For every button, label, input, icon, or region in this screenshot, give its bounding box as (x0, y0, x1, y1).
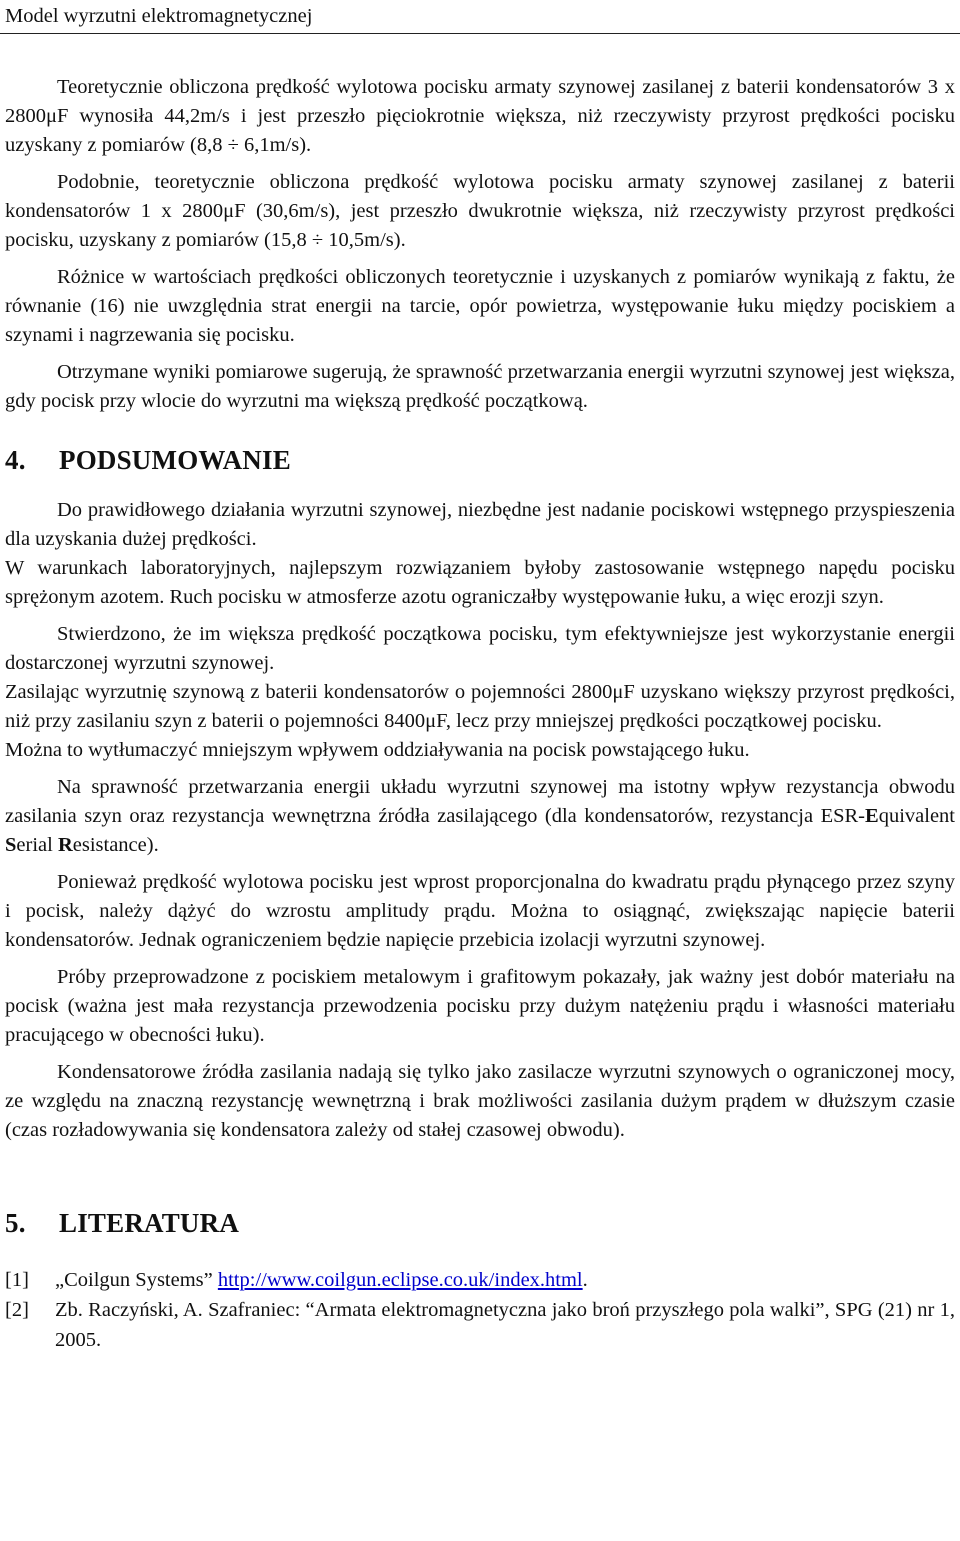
section-title: LITERATURA (59, 1208, 240, 1238)
reference-text (55, 1265, 955, 1295)
reference-text: Zb. Raczyński, A. Szafraniec: “Armata elektromagnetyczna jako broń przyszłego pola walki”, SPG (21) nr 1, 2005. (55, 1299, 955, 1351)
section-heading-summary (5, 442, 955, 478)
esr-letter-e: E (865, 805, 879, 827)
reference-link[interactable]: http://www.coilgun.eclipse.co.uk/index.html (217, 1269, 583, 1291)
reference-item (5, 1265, 955, 1295)
summary-paragraph-7: Ponieważ prędkość wylotowa pocisku jest wprost proporcjonalna do kwadratu prądu płynącego przez szyny i pocisk, należy dążyć do wzrostu amplitudy prądu. Można to osiągnąć, zwiększając napięcie baterii kondensatorów. Jednak ograniczeniem będzie napięcie przebicia izolacji wyrzutni szynowej. (5, 871, 955, 951)
esr-text-e: quivalent (878, 805, 955, 827)
section-title: PODSUMOWANIE (59, 445, 291, 475)
page-header-title: Model wyrzutni elektromagnetycznej (5, 5, 313, 27)
summary-paragraph-2: W warunkach laboratoryjnych, najlepszym rozwiązaniem byłoby zastosowanie wstępnego napędu pocisku sprężonym azotem. Ruch pocisku w atmosferze azotu ograniczałby występowanie łuku, a więc erozji szyn. (5, 557, 955, 608)
summary-paragraph-8: Próby przeprowadzone z pociskiem metalowym i grafitowym pokazały, jak ważny jest dobór materiału na pocisk (ważna jest mała rezystancja przewodzenia pocisku przy dużym natężeniu prądu i własności materiału pracującego w obecności łuku). (5, 966, 955, 1046)
section-number: 4. (5, 445, 26, 475)
esr-text: Na sprawność przetwarzania energii układu wyrzutni szynowej ma istotny wpływ rezystancja obwodu zasilania szyn oraz rezystancja wewnętrzna źródła zasilającego (dla kondensatorów, rezystancja ESR- (5, 776, 955, 827)
summary-paragraph-3: Stwierdzono, że im większa prędkość początkowa pocisku, tym efektywniejsze jest wykorzystanie energii dostarczonej wyrzutni szynowej. (5, 623, 955, 674)
summary-paragraph-9: Kondensatorowe źródła zasilania nadają się tylko jako zasilacze wyrzutni szynowych o ograniczonej mocy, ze względu na znaczną rezystancję wewnętrzną i brak możliwości zasilania dużym prądem w dłuższym czasie (czas rozładowywania się kondensatora zależy od stałej czasowej obwodu). (5, 1061, 955, 1141)
document-body (5, 73, 955, 1355)
summary-paragraph-5: Można to wytłumaczyć mniejszym wpływem oddziaływania na pocisk powstającego łuku. (5, 739, 750, 761)
paragraph-theoretical-velocity-1x: Podobnie, teoretycznie obliczona prędkość wylotowa pocisku armaty szynowej zasilanej z baterii kondensatorów 1 x 2800μF (30,6m/s), jest przeszło dwukrotnie większa, niż rzeczywisty przyrost prędkości pocisku, uzyskany z pomiarów (15,8 ÷ 10,5m/s). (5, 171, 955, 251)
esr-text-r: esistance). (72, 834, 159, 856)
section-heading-literature (5, 1205, 955, 1241)
reference-index: [1] (5, 1269, 29, 1291)
esr-letter-r: R (57, 834, 73, 856)
reference-end: . (582, 1269, 588, 1291)
reference-index: [2] (5, 1299, 29, 1321)
summary-paragraph-4: Zasilając wyrzutnię szynową z baterii kondensatorów o pojemności 2800μF uzyskano większy przyrost prędkości, niż przy zasilaniu szyn z baterii o pojemności 8400μF, lecz przy mniejszej prędkości początkowej pocisku. (5, 681, 955, 732)
paragraph-measurement-results: Otrzymane wyniki pomiarowe sugerują, że sprawność przetwarzania energii wyrzutni szynowej jest większa, gdy pocisk przy wlocie do wyrzutni ma większą prędkość początkową. (5, 361, 955, 412)
header-divider (0, 33, 960, 34)
summary-paragraph-1: Do prawidłowego działania wyrzutni szynowej, niezbędne jest nadanie pociskowi wstępnego przyspieszenia dla uzyskania dużej prędkości. (5, 499, 955, 550)
paragraph-velocity-differences: Różnice w wartościach prędkości obliczonych teoretycznie i uzyskanych z pomiarów wynikają z faktu, że równanie (16) nie uwzględnia strat energii na tarcie, opór powietrza, występowanie łuku między pociskiem a szynami i nagrzewania się pocisku. (5, 266, 955, 346)
esr-letter-s: S (5, 834, 17, 856)
esr-text-s: erial (16, 834, 58, 856)
section-number: 5. (5, 1208, 26, 1238)
paragraph-theoretical-velocity-3x: Teoretycznie obliczona prędkość wylotowa pocisku armaty szynowej zasilanej z baterii kondensatorów 3 x 2800μF wynosiła 44,2m/s i jest przeszło pięciokrotnie większa, niż rzeczywisty przyrost prędkości pocisku uzyskany z pomiarów (8,8 ÷ 6,1m/s). (5, 76, 955, 156)
summary-paragraph-esr (5, 773, 955, 860)
reference-title: „Coilgun Systems” (55, 1269, 218, 1291)
reference-item (5, 1295, 955, 1355)
